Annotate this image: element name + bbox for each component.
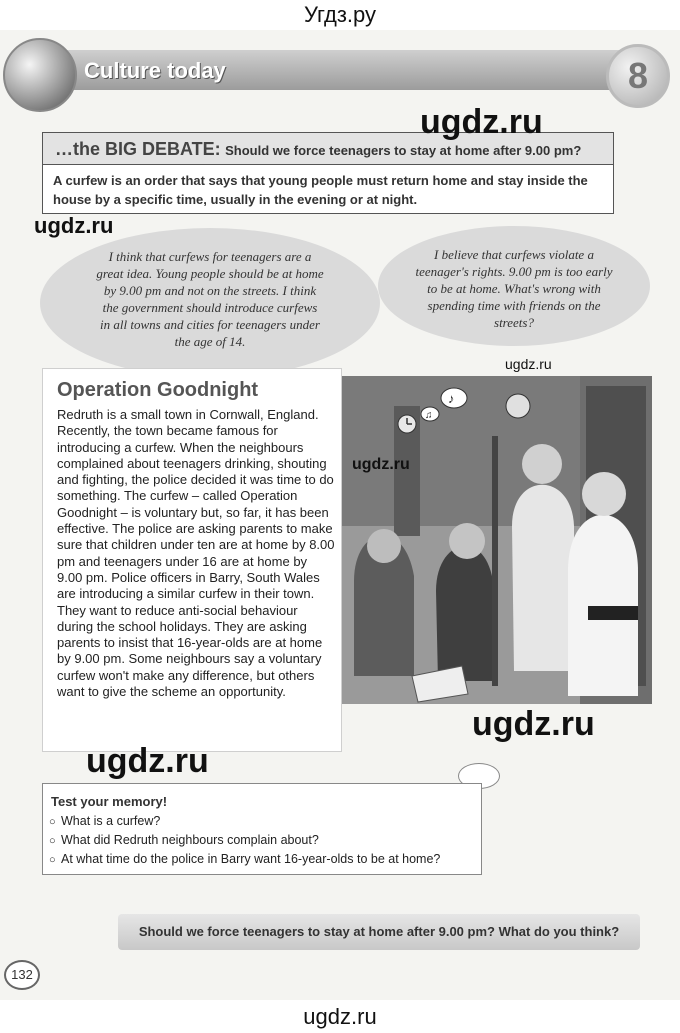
neighbour-figure: [512, 485, 574, 671]
article-title: Operation Goodnight: [57, 379, 259, 401]
site-title: Угдз.ру: [0, 0, 680, 30]
test-title: Test your memory!: [51, 794, 168, 809]
opinion-bubble-against: [378, 226, 650, 346]
test-question: [49, 814, 160, 828]
watermark: ugdz.ru: [352, 456, 410, 473]
debate-box: [42, 132, 614, 214]
test-question: [49, 852, 440, 866]
curfew-definition: A curfew is an order that says that young people must return home and stay inside the house by a specific time, usually in the evening or at night.: [53, 173, 588, 207]
discussion-question: Should we force teenagers to stay at home after 9.00 pm? What do you think?: [118, 914, 640, 950]
shouting-neighbour-figure: [568, 515, 638, 696]
bullet-icon: ○: [49, 835, 56, 847]
test-question-text: What is a curfew?: [61, 814, 161, 828]
debate-question: Should we force teenagers to stay at home after 9.00 pm?: [225, 143, 582, 158]
svg-text:♫: ♫: [425, 410, 433, 421]
opinion-bubble-for: [40, 228, 380, 378]
teen-figure-middle: [436, 546, 494, 681]
unit-number-badge: 8: [606, 44, 670, 108]
svg-text:♪: ♪: [448, 391, 455, 406]
street-illustration: [342, 376, 652, 704]
page-number: 132: [4, 960, 40, 990]
opinion-text: I think that curfews for teenagers are a great idea. Young people should be at home by 9.00 pm and not on the streets. I think the government should introduce curfews in all towns and cities for teenagers under the age of 14.: [96, 249, 324, 349]
watermark: ugdz.ru: [34, 213, 114, 238]
globe-icon: [3, 38, 77, 112]
test-your-memory-box: [42, 783, 482, 875]
frying-pan: [588, 606, 638, 620]
watermark: ugdz.ru: [472, 705, 595, 743]
textbook-page: [0, 30, 680, 1000]
watermark: ugdz.ru: [420, 103, 543, 141]
lamp-icon: [506, 394, 530, 418]
lamp-post: [492, 436, 498, 686]
watermark: ugdz.ru: [86, 742, 209, 780]
bullet-icon: ○: [49, 854, 56, 866]
test-question: [49, 833, 319, 847]
watermark: ugdz.ru: [505, 356, 552, 372]
test-question-text: What did Redruth neighbours complain about?: [61, 833, 319, 847]
article-box: [42, 368, 342, 752]
debate-prefix: …the BIG DEBATE:: [55, 139, 221, 159]
test-question-text: At what time do the police in Barry want 16-year-olds to be at home?: [61, 852, 441, 866]
bullet-icon: ○: [49, 816, 56, 828]
section-title: Culture today: [84, 58, 226, 83]
article-body: Redruth is a small town in Cornwall, England. Recently, the town became famous for introducing a curfew. When the neighbours complained about teenagers drinking, shouting and fighting, the police decided it was time to do something. The curfew – called Operation Goodnight – is voluntary but, so far, it has been effective. The police are asking parents to make sure that children under ten are at home by 8.00 pm and teenagers under 16 are at home by 9.00 pm. Police officers in Barry, South Wales are introducing a similar curfew in their town. They want to reduce anti-social behaviour during the school holidays. They are asking parents to insist that 16-year-olds are at home by 9.00 pm. Some neighbours say a voluntary curfew won't make any difference, but others want to give the scheme an opportunity.: [57, 407, 335, 700]
opinion-text: I believe that curfews violate a teenager's rights. 9.00 pm is too early to be at home. What's wrong with spending time with friends on the streets?: [415, 247, 613, 330]
site-footer-watermark: ugdz.ru: [0, 1000, 680, 1033]
